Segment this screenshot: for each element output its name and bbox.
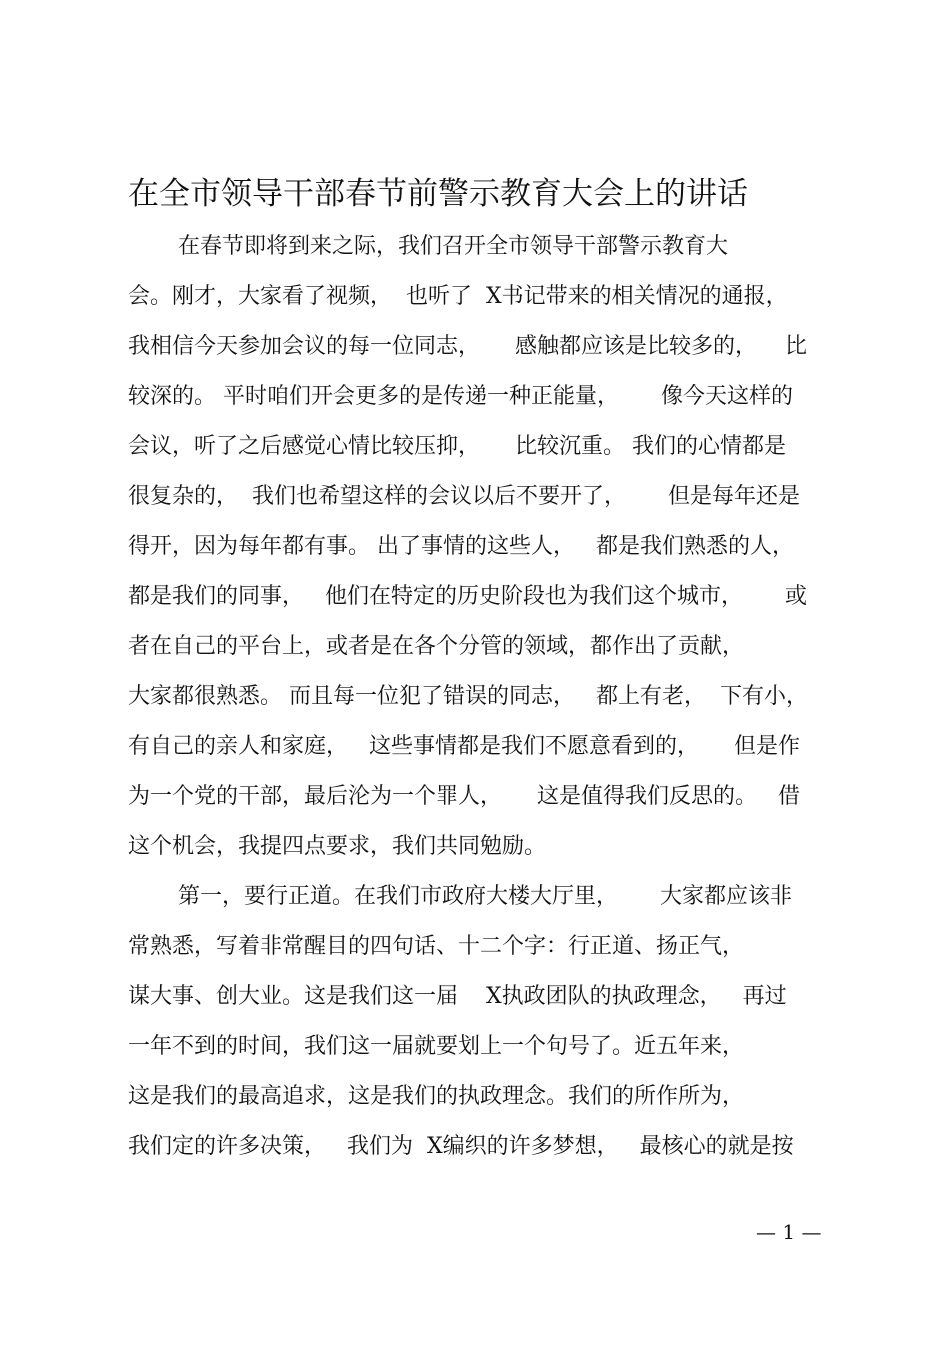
body-line: 都是我们的同事， 他们在特定的历史阶段也为我们这个城市， 或: [128, 584, 807, 609]
body-line: 为一个党的干部，最后沦为一个罪人， 这是值得我们反思的。 借: [128, 784, 800, 809]
body-line: 很复杂的， 我们也希望这样的会议以后不要开了， 但是每年还是: [128, 484, 800, 509]
body-line: 得开，因为每年都有事。 出了事情的这些人， 都是我们熟悉的人，: [128, 534, 794, 559]
body-line: 者在自己的平台上，或者是在各个分管的领域，都作出了贡献，: [128, 634, 745, 659]
body-line: 会议，听了之后感觉心情比较压抑， 比较沉重。 我们的心情都是: [128, 434, 786, 459]
body-line: 第一，要行正道。在我们市政府大楼大厅里， 大家都应该非: [178, 884, 792, 909]
body-line: 较深的。 平时咱们开会更多的是传递一种正能量， 像今天这样的: [128, 384, 793, 409]
body-line: 谋大事、创大业。这是我们这一届 X执政团队的执政理念， 再过: [128, 984, 787, 1009]
body-line: 在春节即将到来之际，我们召开全市领导干部警示教育大: [178, 234, 729, 259]
body-line: 一年不到的时间，我们这一届就要划上一个句号了。近五年来，: [128, 1034, 745, 1059]
body-line: 我相信今天参加会议的每一位同志， 感触都应该是比较多的， 比: [128, 334, 807, 359]
body-line: 这个机会，我提四点要求，我们共同勉励。: [128, 834, 547, 859]
body-line: 这是我们的最高追求，这是我们的执政理念。我们的所作所为，: [128, 1084, 745, 1109]
body-line: 会。刚才，大家看了视频， 也听了 X书记带来的相关情况的通报，: [128, 284, 788, 309]
body-line: 我们定的许多决策， 我们为 X编织的许多梦想， 最核心的就是按: [128, 1134, 794, 1159]
document-body: [128, 222, 848, 1172]
body-line: 大家都很熟悉。 而且每一位犯了错误的同志， 都上有老， 下有小，: [128, 684, 808, 709]
document-title: 在全市领导干部春节前警示教育大会上的讲话: [128, 176, 748, 212]
body-line: 有自己的亲人和家庭， 这些事情都是我们不愿意看到的， 但是作: [128, 734, 800, 759]
body-line: 常熟悉，写着非常醒目的四句话、十二个字：行正道、扬正气，: [128, 934, 745, 959]
page-number: — 1 —: [756, 1220, 822, 1244]
